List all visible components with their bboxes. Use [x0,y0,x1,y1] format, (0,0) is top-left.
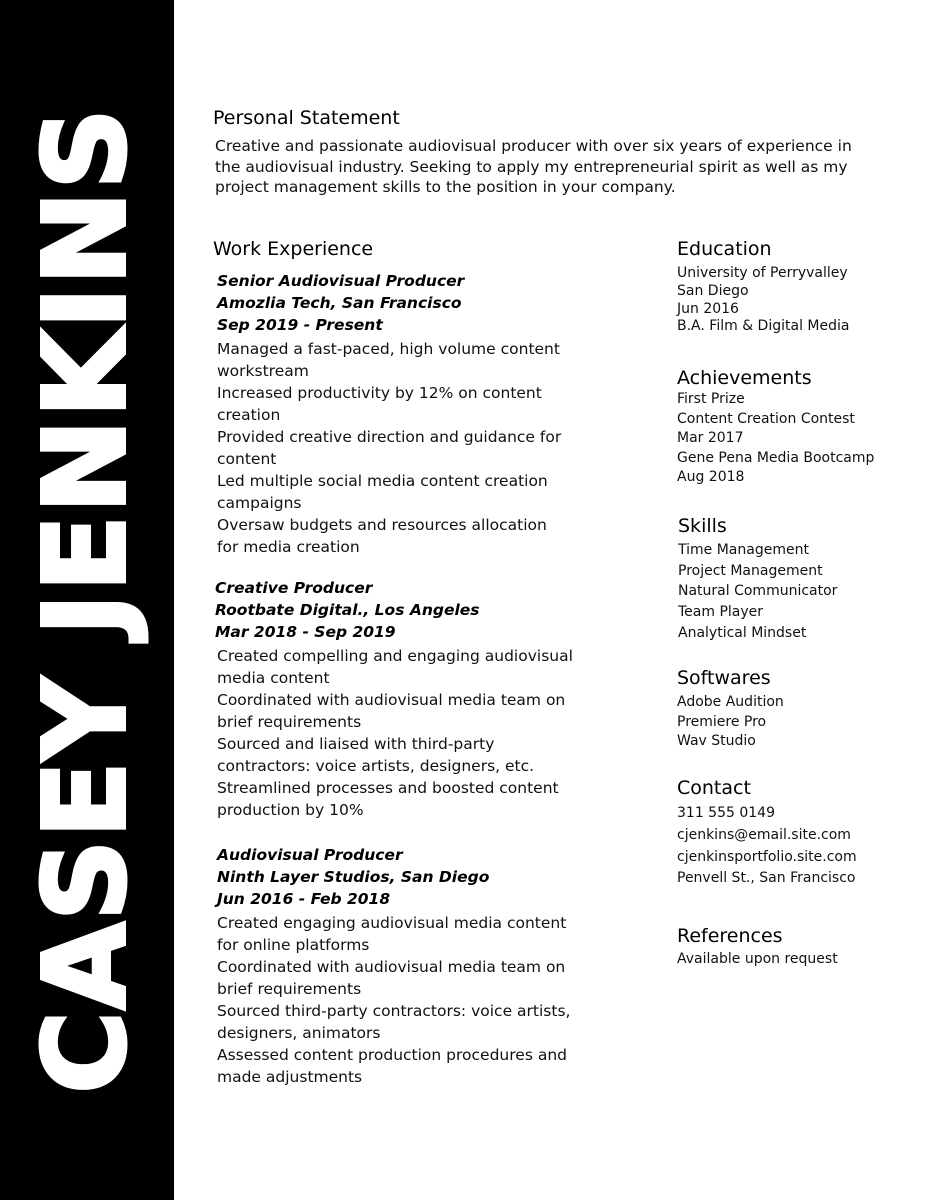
personal-statement-body: Creative and passionate audiovisual producer with over six years of experience in the audiovisual industry. Seeking to apply my entrepreneurial spirit as well as my project management skills to the position in your company. [215,137,852,196]
list-item: Mar 2017 [677,430,744,447]
list-item: Led multiple social media content creation campaigns [217,472,548,512]
references-heading: References [677,925,783,947]
references-list [677,950,838,969]
job-dates: Mar 2018 - Sep 2019 [215,623,396,641]
skills-heading: Skills [678,515,727,537]
list-item: University of Perryvalley [677,265,848,281]
list-item: Available upon request [677,951,838,967]
job-company: Amozlia Tech, San Francisco [217,294,462,312]
job-dates: Jun 2016 - Feb 2018 [217,890,391,908]
list-item: Sourced third-party contractors: voice artists, designers, animators [217,1002,571,1042]
achievements-heading: Achievements [677,367,812,389]
job-dates: Sep 2019 - Present [217,316,383,334]
softwares-heading: Softwares [677,667,771,689]
contact-email: cjenkins@email.site.com [677,826,851,843]
list-item: Oversaw budgets and resources allocation for media creation [217,516,547,556]
contact-heading: Contact [677,777,751,799]
job-responsibilities [217,912,592,1088]
education-heading: Education [677,238,772,260]
job-entry [217,844,592,1088]
list-item: Gene Pena Media Bootcamp [677,449,875,466]
contact-phone: 311 555 0149 [677,805,775,821]
contact-website: cjenkinsportfolio.site.com [677,848,857,865]
job-company: Ninth Layer Studios, San Diego [217,868,490,886]
list-item: Created compelling and engaging audiovisual media content [217,647,573,687]
list-item: Streamlined processes and boosted content production by 10% [217,779,559,819]
list-item: Adobe Audition [677,694,784,710]
contact-list [677,803,857,890]
work-experience-heading: Work Experience [213,238,374,260]
list-item: Created engaging audiovisual media content for online platforms [217,914,567,954]
list-item: B.A. Film & Digital Media [677,318,850,335]
contact-address: Penvell St., San Francisco [677,870,856,887]
list-item: Analytical Mindset [678,624,807,641]
list-item: Content Creation Contest [677,410,855,427]
job-responsibilities [217,645,580,821]
job-company: Rootbate Digital., Los Angeles [215,601,480,619]
personal-statement-heading: Personal Statement [213,107,400,129]
list-item: Increased productivity by 12% on content creation [217,384,542,424]
list-item: Premiere Pro [677,713,767,730]
candidate-name: CASEY JENKINS [21,106,151,1094]
job-entry [215,577,580,821]
list-item: First Prize [677,391,745,407]
softwares-list [677,693,784,752]
skills-list [678,540,837,644]
job-responsibilities [217,338,567,558]
job-entry [217,270,567,558]
list-item: Aug 2018 [677,469,745,486]
list-item: Time Management [678,542,809,558]
list-item: Coordinated with audiovisual media team on brief requirements [217,691,566,731]
list-item: San Diego [677,282,749,299]
job-title: Senior Audiovisual Producer [217,272,465,290]
name-sidebar [0,0,174,1200]
list-item: Provided creative direction and guidance for content [217,428,562,468]
list-item: Sourced and liaised with third-party contractors: voice artists, designers, etc. [217,735,535,775]
job-title: Creative Producer [215,579,373,597]
list-item: Managed a fast-paced, high volume content workstream [217,340,560,380]
list-item: Jun 2016 [677,300,739,317]
list-item: Natural Communicator [678,583,838,600]
list-item: Project Management [678,562,823,579]
list-item: Wav Studio [677,733,756,750]
list-item: Assessed content production procedures and made adjustments [217,1046,567,1086]
list-item: Coordinated with audiovisual media team on brief requirements [217,958,566,998]
job-title: Audiovisual Producer [217,846,403,864]
list-item: Team Player [678,604,764,621]
education-list [677,265,849,336]
achievements-list [677,390,874,488]
